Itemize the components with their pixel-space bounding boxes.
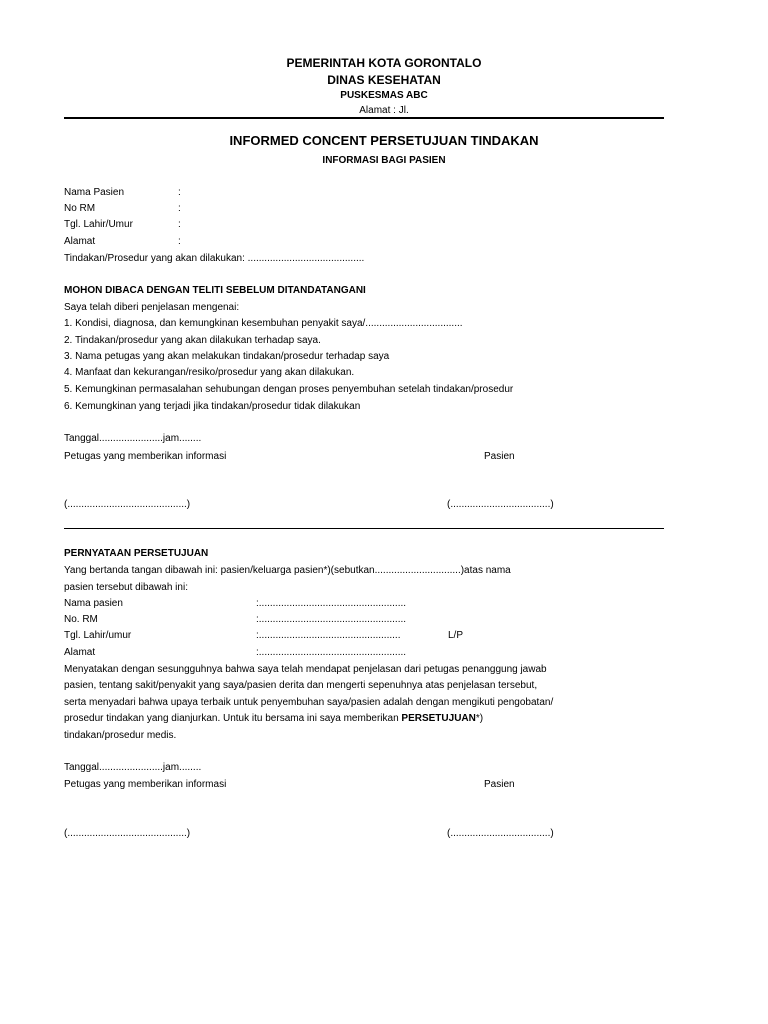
notice-item: 5. Kemungkinan permasalahan sehubungan dengan proses penyembuhan setelah tindakan/prosedur <box>64 384 514 395</box>
notice-item: 1. Kondisi, diagnosa, dan kemungkinan kesembuhan penyakit saya/................................... <box>64 318 463 329</box>
sign2-patient-signature: (....................................) <box>447 828 554 839</box>
consent-value-nama: :..................................................... <box>256 598 407 609</box>
sign2-date: Tanggal.......................jam........ <box>64 762 202 773</box>
sign1-officer-signature: (...........................................) <box>64 499 191 510</box>
consent-statement-line: pasien, tentang sakit/penyakit yang saya/pasien derita dan mengerti sepenuhnya atas penjelasan tersebut, <box>64 680 538 691</box>
consent-gender-lp: L/P <box>448 630 464 641</box>
colon-tgl-lahir: : <box>178 219 181 230</box>
sign1-date: Tanggal.......................jam........ <box>64 433 202 444</box>
form-subtitle: INFORMASI BAGI PASIEN <box>322 155 446 166</box>
notice-heading: MOHON DIBACA DENGAN TELITI SEBELUM DITANDATANGANI <box>64 285 366 296</box>
consent-label-rm: No. RM <box>64 614 98 625</box>
consent-label-nama: Nama pasien <box>64 598 123 609</box>
sign2-officer-signature: (...........................................) <box>64 828 191 839</box>
consent-label-alamat: Alamat <box>64 647 96 658</box>
sign1-officer-label: Petugas yang memberikan informasi <box>64 451 227 462</box>
consent-statement-line: Menyatakan dengan sesungguhnya bahwa saya telah mendapat penjelasan dari petugas penanggung jawab <box>64 664 547 675</box>
consent-emphasis: PERSETUJUAN <box>401 713 476 724</box>
notice-item: 4. Manfaat dan kekurangan/resiko/prosedur yang akan dilakukan. <box>64 367 355 378</box>
header-divider <box>64 117 664 119</box>
sign1-patient-signature: (....................................) <box>447 499 554 510</box>
notice-item: 2. Tindakan/prosedur yang akan dilakukan terhadap saya. <box>64 335 321 346</box>
section-divider <box>64 528 664 529</box>
consent-label-tgl: Tgl. Lahir/umur <box>64 630 132 641</box>
consent-heading: PERNYATAAN PERSETUJUAN <box>64 548 209 559</box>
consent-intro-line: Yang bertanda tangan dibawah ini: pasien/keluarga pasien*)(sebutkan...............................)atas nama <box>64 565 511 576</box>
header-address: Alamat : Jl. <box>359 105 409 116</box>
label-no-rm: No RM <box>64 203 96 214</box>
notice-item: 6. Kemungkinan yang terjadi jika tindakan/prosedur tidak dilakukan <box>64 401 361 412</box>
consent-footnote-mark: *) <box>475 713 484 724</box>
colon-no-rm: : <box>178 203 181 214</box>
colon-nama-pasien: : <box>178 187 181 198</box>
label-nama-pasien: Nama Pasien <box>64 187 125 198</box>
consent-intro-line: pasien tersebut dibawah ini: <box>64 582 188 593</box>
form-title: INFORMED CONCENT PERSETUJUAN TINDAKAN <box>229 133 539 148</box>
consent-statement-end: tindakan/prosedur medis. <box>64 730 177 741</box>
consent-statement-line: serta menyadari bahwa upaya terbaik untuk penyembuhan saya/pasien adalah dengan mengikuti pengobatan/ <box>64 697 554 708</box>
procedure-line: Tindakan/Prosedur yang akan dilakukan: .......................................... <box>64 253 365 264</box>
consent-statement-text: prosedur tindakan yang dianjurkan. Untuk itu bersama ini saya memberikan <box>64 713 402 724</box>
sign1-patient-label: Pasien <box>484 451 515 462</box>
label-alamat: Alamat <box>64 236 96 247</box>
header-clinic: PUSKESMAS ABC <box>340 90 428 101</box>
header-department: DINAS KESEHATAN <box>327 73 441 87</box>
consent-value-tgl: :................................................... <box>256 630 401 641</box>
consent-value-alamat: :..................................................... <box>256 647 407 658</box>
consent-statement-line <box>64 713 483 724</box>
notice-intro: Saya telah diberi penjelasan mengenai: <box>64 302 240 313</box>
notice-item: 3. Nama petugas yang akan melakukan tindakan/prosedur terhadap saya <box>64 351 390 362</box>
consent-value-rm: :..................................................... <box>256 614 407 625</box>
sign2-patient-label: Pasien <box>484 779 515 790</box>
label-tgl-lahir: Tgl. Lahir/Umur <box>64 219 133 230</box>
header-government: PEMERINTAH KOTA GORONTALO <box>286 56 482 70</box>
colon-alamat: : <box>178 236 181 247</box>
sign2-officer-label: Petugas yang memberikan informasi <box>64 779 227 790</box>
